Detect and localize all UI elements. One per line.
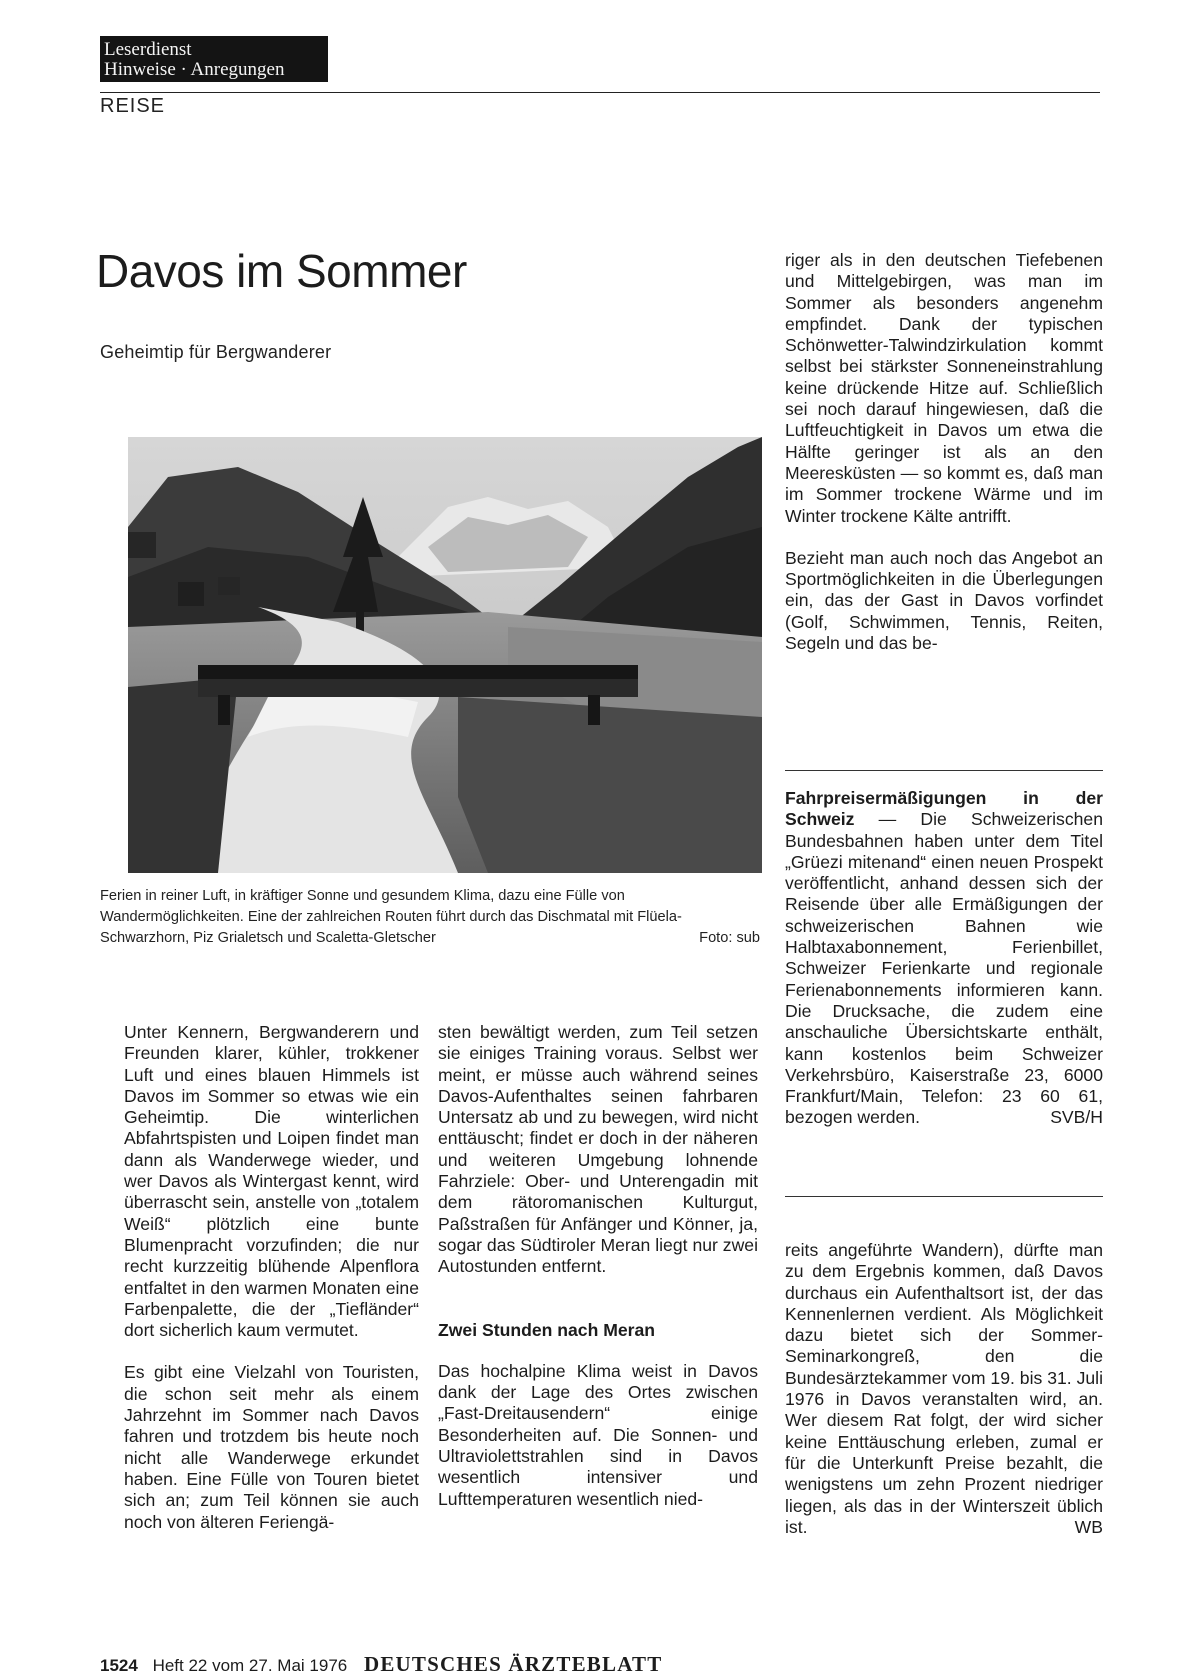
issue-info: Heft 22 vom 27. Mai 1976: [152, 1656, 348, 1675]
paragraph: Bezieht man auch noch das Angebot an Sportmöglichkeiten in die Überlegungen ein, das der Gast in Davos vorfindet (Golf, Schwimmen, Tennis, Reiten, Segeln und das be-: [785, 547, 1103, 654]
department-label-line1: Leserdienst: [104, 39, 192, 60]
author-signature: WB: [1074, 1516, 1103, 1537]
paragraph-text: reits angeführte Wandern), dürfte man zu dem Ergebnis kommen, daß Davos durchaus ein Aufenthaltsort ist, der das Kennenlernen verdient. Als Möglichkeit dazu bietet sich der Sommer-Seminarkongreß, den die Bundesärztekammer vom 19. bis 31. Juli 1976 in Davos veranstalten wird, an. Wer diesem Rat folgt, der wird sicher keine Enttäuschung erleben, zumal er für die Unterkunft Preise bezahlt, die wenigstens um zehn Prozent niedriger liegen, als das in der Winterszeit üblich ist.: [785, 1240, 1103, 1537]
section-label: REISE: [100, 95, 166, 117]
article-title: Davos im Sommer: [96, 245, 467, 297]
box-heading: Fahrpreisermäßigungen in der Schweiz: [785, 788, 1103, 830]
journal-name: DEUTSCHES ÄRZTEBLATT: [363, 1652, 663, 1676]
photo-caption: [100, 886, 760, 949]
paragraph: riger als in den deutschen Tiefebenen und Mittelgebirgen, was man im Sommer als besonders angenehm empfindet. Dank der typischen Schönwetter-Talwindzirkulation kommt selbst bei stärkster Sonneneinstrahlung keine drückende Hitze auf. Schließlich sei noch darauf hingewiesen, daß die Luftfeuchtigkeit in Davos um etwa die Hälfte geringer ist als an den Meeresküsten — so kommt es, daß man im Sommer trockene Wärme und im Winter trockene Kälte antrifft.: [785, 250, 1103, 526]
page-footer: [100, 1652, 662, 1677]
caption-text: Ferien in reiner Luft, in kräftiger Sonne und gesundem Klima, dazu eine Fülle von Wandermöglichkeiten. Eine der zahlreichen Routen führt durch das Dischmatal mit Flüela-Schwarzhorn, Piz Grialetsch und Scaletta-Gletscher: [100, 888, 682, 946]
box-text: — Die Schweizerischen Bundesbahnen haben unter dem Titel „Grüezi mitenand“ einen neuen Prospekt veröffentlicht, anhand dessen sich der Reisende über alle Ermäßigungen der schweizerischen Bahnen wie Halbtaxabonnement, Ferienbillet, Schweizer Ferienkarte und regionale Ferienabonnements informieren kann. Die Drucksache, die zudem eine anschauliche Übersichtskarte enthält, kann kostenlos beim Schweizer Verkehrsbüro, Kaiserstraße 23, 6000 Frankfurt/Main, Telefon: 23 60 61, bezogen werden.: [785, 809, 1103, 1128]
box-rule-bottom: [785, 1196, 1103, 1197]
box-rule-top: [785, 770, 1103, 771]
fare-info-box: [785, 788, 1103, 1129]
text-column-2: [438, 1022, 758, 1510]
text-column-1: [124, 1022, 419, 1533]
paragraph: [785, 1240, 1103, 1538]
paragraph: Unter Kennern, Bergwanderern und Freunden klarer, kühler, trokkener Luft und eines blauen Himmels ist Davos im Sommer so etwas wie ein Geheimtip. Die winterlichen Abfahrtspisten und Loipen findet man dann als Wanderwege wieder, und wer Davos als Wintergast kennt, wird überrascht sein, anstelle von „totalem Weiß“ plötzlich eine bunte Blumenpracht vorzufinden; die nur recht kurzzeitig blühende Alpenflora entfaltet in den warmen Monaten eine Farbenpalette, die der „Tiefländer“ dort sicherlich kaum vermutet.: [124, 1022, 419, 1341]
paragraph: Es gibt eine Vielzahl von Touristen, die schon seit mehr als einem Jahrzehnt im Sommer nach Davos fahren und trotzdem bis heute noch nicht alle Wanderwege erkundet haben. Eine Fülle von Touren bietet sich an; zum Teil können sie auch noch von älteren Feriengä-: [124, 1362, 419, 1532]
text-column-3-bottom: [785, 1240, 1103, 1538]
article-subtitle: Geheimtip für Bergwanderer: [100, 342, 332, 362]
landscape-photo: [128, 437, 762, 873]
paragraph: Das hochalpine Klima weist in Davos dank der Lage des Ortes zwischen „Fast-Dreitausendern“ einige Besonderheiten auf. Die Sonnen- und Ultraviolettstrahlen sind in Davos wesentlich intensiver und Lufttemperaturen wesentlich nied-: [438, 1360, 758, 1509]
photo-credit: Foto: sub: [699, 930, 760, 946]
text-column-3-top: [785, 250, 1103, 654]
header-rule: [100, 92, 1100, 93]
department-label-line2: Hinweise · Anregungen: [104, 59, 285, 80]
box-signature: SVB/H: [1050, 1107, 1103, 1128]
paragraph: sten bewältigt werden, zum Teil setzen sie einiges Training voraus. Selbst wer meint, er müsse auch während seines Davos-Aufenthaltes seinen fahrbaren Untersatz ab und zu bewegen, wird nicht enttäuscht; findet er doch in der näheren und weiteren Umgebung lohnende Fahrziele: Ober- und Unterengadin mit dem rätoromanischen Kulturgut, Paßstraßen für Anfänger und Könner, ja, sogar das Südtiroler Meran liegt nur zwei Autostunden entfernt.: [438, 1022, 758, 1277]
section-subheading: Zwei Stunden nach Meran: [438, 1319, 656, 1340]
page-number: 1524: [100, 1656, 138, 1675]
department-label: [100, 36, 328, 82]
